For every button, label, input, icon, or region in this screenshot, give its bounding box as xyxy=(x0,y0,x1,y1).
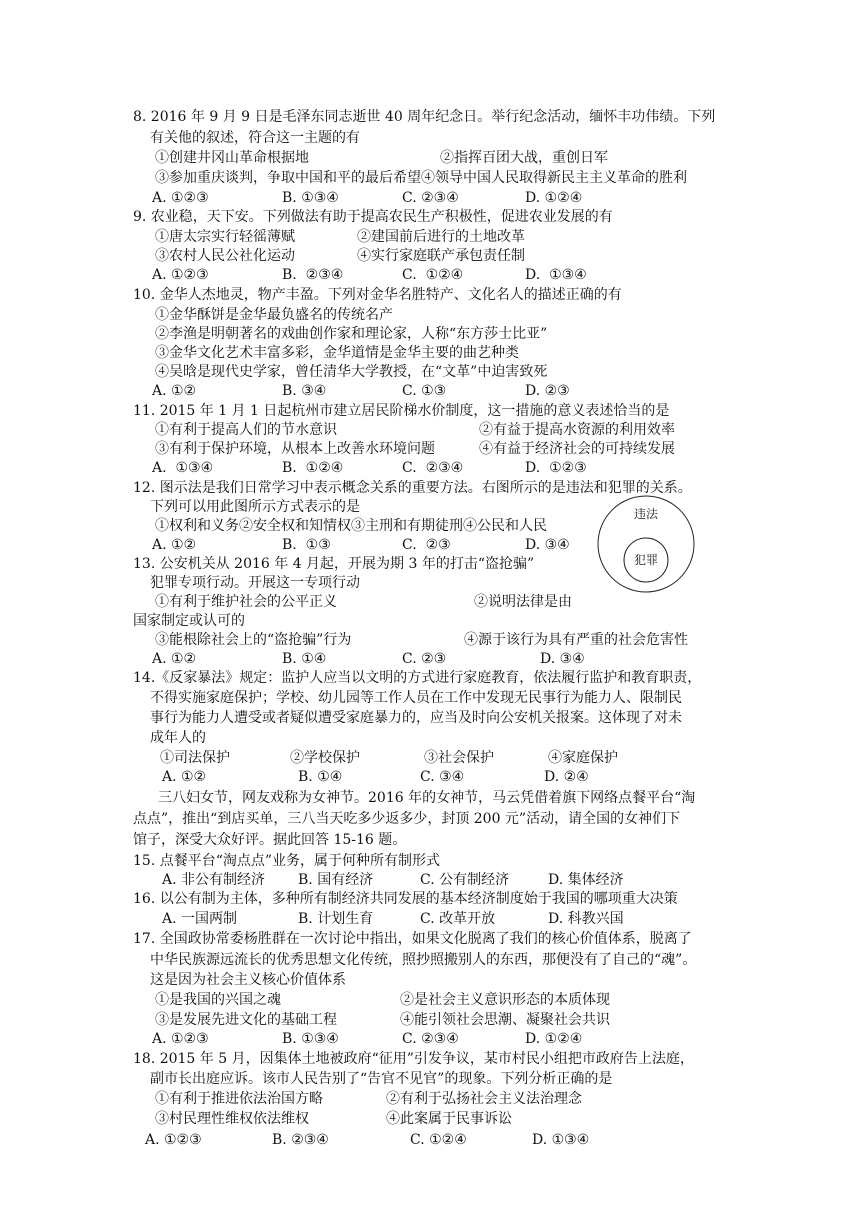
option-c: C. ②③ xyxy=(402,651,447,667)
statement: ③有利于保护环境，从根本上改善水环境问题 xyxy=(155,441,435,457)
material-line: 点点”，推出“到店买单，三八当天吃多少返多少，封顶 200 元”活动，请全国的女神们下 xyxy=(133,811,681,827)
statement: ②学校保护 xyxy=(290,750,360,766)
statement: ④有益于经济社会的可持续发展 xyxy=(479,441,675,457)
option-d: D. ③④ xyxy=(525,537,570,553)
option-c: C. ①②④ xyxy=(402,267,464,283)
option-a: A. ①② xyxy=(152,537,197,553)
statement: ④实行家庭联产承包责任制 xyxy=(357,248,525,264)
question-stem: 副市长出庭应诉。该市人民告别了“告官不见官”的现象。下列分析正确的是 xyxy=(150,1071,613,1087)
statement: ③金华文化艺术丰富多彩，金华道情是金华主要的曲艺种类 xyxy=(155,345,519,361)
statement: ③农村人民公社化运动 xyxy=(155,248,295,264)
statement: ①司法保护 xyxy=(160,750,230,766)
question-stem: 这是因为社会主义核心价值体系 xyxy=(150,972,346,988)
question-stem: 13. 公安机关从 2016 年 4 月起，开展为期 3 年的打击“盗抢骗” xyxy=(133,556,535,572)
statement: ④源于该行为具有严重的社会危害性 xyxy=(464,632,688,648)
statement: ②李渔是明朝著名的戏曲创作家和理论家，人称“东方莎士比亚” xyxy=(155,326,548,342)
question-stem: 10. 金华人杰地灵，物产丰盈。下列对金华名胜特产、文化名人的描述正确的有 xyxy=(133,287,622,303)
inner-circle-label: 犯罪 xyxy=(633,553,659,567)
option-a: A. ①② xyxy=(152,383,197,399)
option-a: A. 一国两制 xyxy=(162,911,238,927)
question-stem: 成年人的 xyxy=(150,730,206,746)
statement: ④能引领社会思潮、凝聚社会共识 xyxy=(400,1012,610,1028)
option-b: B. ①②④ xyxy=(282,460,344,476)
option-d: D. ①②④ xyxy=(525,190,583,206)
question-stem: 18. 2015 年 5 月，因集体土地被政府“征用”引发争议，某市村民小组把市政府告上法庭， xyxy=(133,1051,694,1067)
question-stem: 8. 2016 年 9 月 9 日是毛泽东同志逝世 40 周年纪念日。举行纪念活动，缅怀丰功伟绩。下列 xyxy=(133,109,716,125)
statement: ③村民理性维权依法维权 xyxy=(155,1111,309,1127)
statement: ②是社会主义意识形态的本质体现 xyxy=(400,992,610,1008)
statement: ③能根除社会上的“盗抢骗”行为 xyxy=(155,632,352,648)
statement: ②说明法律是由 xyxy=(474,594,572,610)
option-d: D. ①②③ xyxy=(525,460,587,476)
option-b: B. ①③④ xyxy=(282,190,339,206)
option-a: A. ①②③ xyxy=(152,190,209,206)
statement: ①有利于提高人们的节水意识 xyxy=(155,422,337,438)
option-c: C. ①③ xyxy=(402,383,447,399)
option-c: C. ②③ xyxy=(402,537,451,553)
question-stem: 中华民族源远流长的优秀思想文化传统，照抄照搬别人的东西，那便没有了自己的“魂”。 xyxy=(150,952,697,968)
option-b: B. ①④ xyxy=(298,769,343,785)
option-a: A. ①②③ xyxy=(152,1031,209,1047)
question-stem: 12. 图示法是我们日常学习中表示概念关系的重要方法。右图所示的是违法和犯罪的关系。 xyxy=(133,480,692,496)
option-c: C. 改革开放 xyxy=(420,911,496,927)
question-stem: 犯罪专项行动。开展这一专项行动 xyxy=(150,575,360,591)
statement: ④家庭保护 xyxy=(548,750,618,766)
option-c: C. ②③④ xyxy=(402,460,464,476)
statement: ①唐太宗实行轻徭薄赋 xyxy=(155,229,295,245)
option-c: C. 公有制经济 xyxy=(420,872,510,888)
option-b: B. 计划生育 xyxy=(298,911,374,927)
option-c: C. ②③④ xyxy=(402,1031,459,1047)
statement: ①有利于推进依法治国方略 xyxy=(155,1091,323,1107)
statement: ①创建井冈山革命根据地 xyxy=(155,150,309,166)
option-d: D. 科教兴国 xyxy=(548,911,624,927)
statement: ④此案属于民事诉讼 xyxy=(386,1111,512,1127)
option-b: B. ①③ xyxy=(282,537,331,553)
statement: ①有利于维护社会的公平正义 xyxy=(155,594,337,610)
option-d: D. ②③ xyxy=(525,383,570,399)
option-a: A. 非公有制经济 xyxy=(162,872,266,888)
question-stem: 事行为能力人遭受或者疑似遭受家庭暴力的，应当及时向公安机关报案。这体现了对未 xyxy=(150,710,682,726)
option-d: D. 集体经济 xyxy=(548,872,624,888)
question-stem: 15. 点餐平台“淘点点”业务，属于何种所有制形式 xyxy=(133,853,441,869)
option-d: D. ③④ xyxy=(540,651,585,667)
question-stem: 16. 以公有制为主体，多种所有制经济共同发展的基本经济制度始于我国的哪项重大决策 xyxy=(133,891,678,907)
option-b: B. 国有经济 xyxy=(298,872,374,888)
question-stem: 有关他的叙述，符合这一主题的有 xyxy=(150,130,360,146)
statement: ②建国前后进行的土地改革 xyxy=(357,229,525,245)
venn-diagram xyxy=(596,494,696,594)
option-d: D. ②④ xyxy=(544,769,589,785)
question-stem: 9. 农业稳，天下安。下列做法有助于提高农民生产积极性，促进农业发展的有 xyxy=(133,209,613,225)
option-a: A. ①② xyxy=(152,651,197,667)
statement: ③是发展先进文化的基础工程 xyxy=(155,1012,337,1028)
option-b: B. ①③④ xyxy=(282,1031,339,1047)
question-stem: 下列可以用此图所示方式表示的是 xyxy=(150,499,360,515)
option-a: A. ①②③ xyxy=(152,267,209,283)
option-c: C. ②③④ xyxy=(402,190,459,206)
statement: ③参加重庆谈判，争取中国和平的最后希望④领导中国人民取得新民主主义革命的胜利 xyxy=(155,170,687,186)
statement: ①金华酥饼是金华最负盛名的传统名产 xyxy=(155,307,393,323)
option-a: A. ①③④ xyxy=(152,460,214,476)
option-d: D. ①③④ xyxy=(532,1132,590,1148)
option-b: B. ①④ xyxy=(282,651,327,667)
statement: ③社会保护 xyxy=(424,750,494,766)
material-line: 馆子，深受大众好评。据此回答 15-16 题。 xyxy=(133,832,407,848)
option-c: C. ③④ xyxy=(420,769,465,785)
option-b: B. ②③④ xyxy=(282,267,344,283)
question-stem: 14.《反家暴法》规定：监护人应当以文明的方式进行家庭教育，依法履行监护和教育职责， xyxy=(133,670,702,686)
option-b: B. ③④ xyxy=(282,383,327,399)
statement: ①是我国的兴国之魂 xyxy=(155,992,281,1008)
option-a: A. ①② xyxy=(162,769,207,785)
outer-circle-label: 违法 xyxy=(633,507,659,521)
option-a: A. ①②③ xyxy=(145,1132,202,1148)
question-stem: 11. 2015 年 1 月 1 日起杭州市建立居民阶梯水价制度，这一措施的意义表述恰当的是 xyxy=(133,403,670,419)
statement-continuation: 国家制定或认可的 xyxy=(133,613,245,629)
option-d: D. ①②④ xyxy=(525,1031,583,1047)
statement: ④吴晗是现代史学家，曾任清华大学教授，在“文革”中迫害致死 xyxy=(155,364,548,380)
option-c: C. ①②④ xyxy=(410,1132,467,1148)
statement: ②指挥百团大战，重创日军 xyxy=(440,150,608,166)
question-stem: 17. 全国政协常委杨胜群在一次讨论中指出，如果文化脱离了我们的核心价值体系，脱离了 xyxy=(133,931,692,947)
material-line: 三八妇女节，网友戏称为女神节。2016 年的女神节，马云凭借着旗下网络点餐平台“淘 xyxy=(158,790,696,806)
statement: ②有利于弘扬社会主义法治理念 xyxy=(386,1091,582,1107)
option-d: D. ①③④ xyxy=(525,267,587,283)
question-stem: 不得实施家庭保护；学校、幼儿园等工作人员在工作中发现无民事行为能力人、限制民 xyxy=(150,690,682,706)
option-b: B. ②③④ xyxy=(272,1132,329,1148)
statement: ①权利和义务②安全权和知情权③主刑和有期徒刑④公民和人民 xyxy=(155,518,547,534)
statement: ②有益于提高水资源的利用效率 xyxy=(479,422,675,438)
